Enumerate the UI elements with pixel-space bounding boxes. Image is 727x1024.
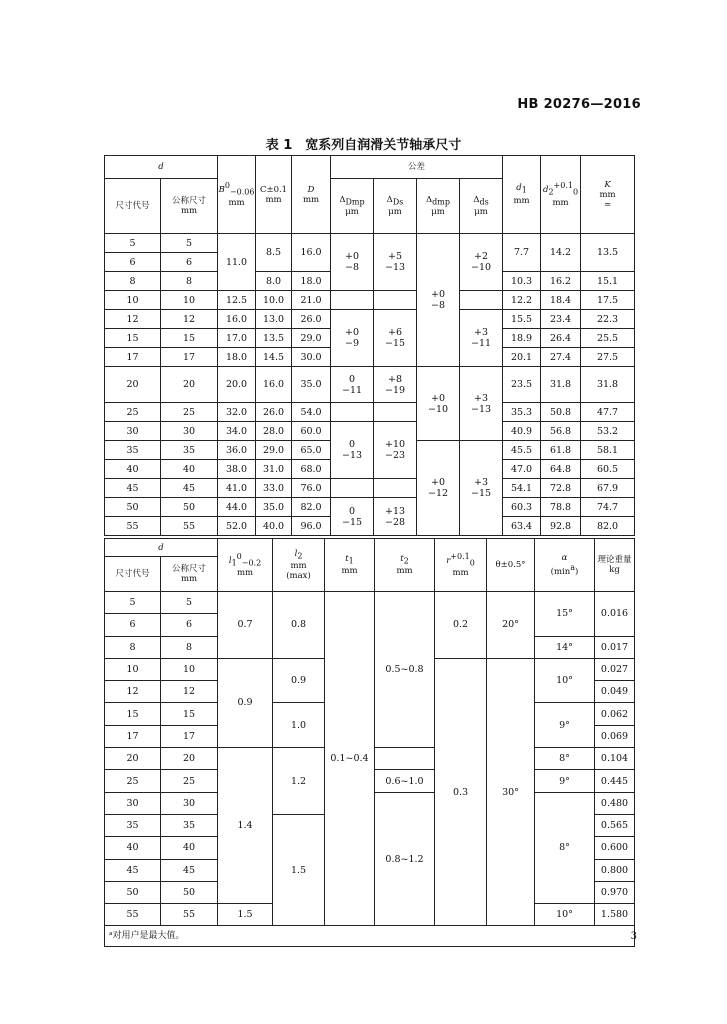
table-cell: 74.7 [581, 498, 635, 517]
d1-header: $d_1$ mm [503, 156, 541, 234]
table-cell: 17.0 [218, 329, 256, 348]
table-cell: 1.2 [273, 748, 325, 815]
l2-header: $l_2$ mm (max) [273, 539, 325, 592]
table-cell: 38.0 [218, 460, 256, 479]
table-cell: 0.2 [435, 592, 487, 659]
table-cell: 20 [161, 748, 218, 770]
table-cell: 0.1~0.4 [325, 592, 375, 926]
footnote: ᵃ对用户是最大值。 [105, 926, 635, 947]
table-cell: 0.800 [595, 859, 635, 881]
table-caption: 表 1 宽系列自润滑关节轴承尺寸 [265, 138, 462, 153]
table-cell: 0.8~1.2 [375, 792, 435, 926]
table-cell: 40 [105, 837, 161, 859]
theta-header: θ±0.5° [487, 539, 535, 592]
table-cell: +3 −11 [460, 310, 503, 367]
table-cell: +5 −13 [374, 234, 417, 291]
table-cell: 16.0 [218, 310, 256, 329]
table-cell: 15.1 [581, 272, 635, 291]
table-cell: 6 [161, 614, 218, 636]
table-cell: +0 −9 [331, 310, 374, 367]
table-cell: 0.970 [595, 881, 635, 903]
table-cell: 14.2 [541, 234, 581, 272]
page-number: 3 [630, 931, 637, 942]
table-cell: 0.3 [435, 658, 487, 926]
table-cell: 0.8 [273, 592, 325, 659]
table-cell: 15° [535, 592, 595, 637]
table-cell: 18.9 [503, 329, 541, 348]
table-cell: 14.5 [256, 348, 292, 367]
table-cell: 9° [535, 703, 595, 748]
table-cell: 1.4 [218, 748, 273, 904]
table-cell: 33.0 [256, 479, 292, 498]
table-cell: 15 [105, 703, 161, 725]
table-cell: 8 [161, 272, 218, 291]
tolerance-header: 公差 [331, 156, 503, 179]
table-cell: 10° [535, 904, 595, 926]
table-cell: 21.0 [292, 291, 331, 310]
table-cell: 30 [105, 422, 161, 441]
table-cell: 8° [535, 792, 595, 903]
table-cell: 47.0 [503, 460, 541, 479]
table-cell [460, 291, 503, 310]
bearing-dimension-table-1 [104, 155, 635, 536]
table-cell: 0.9 [218, 658, 273, 747]
table-cell: 30 [105, 792, 161, 814]
table-cell: 15 [161, 703, 218, 725]
table-cell: 34.0 [218, 422, 256, 441]
table-cell: 23.5 [503, 367, 541, 403]
table-cell: 45 [105, 479, 161, 498]
code-header: 尺寸代号 [105, 179, 161, 234]
d-header: d [105, 156, 218, 179]
table-cell: 0.104 [595, 748, 635, 770]
table-cell: 96.0 [292, 517, 331, 536]
table-cell: 16.0 [292, 234, 331, 272]
table-cell: 26.0 [292, 310, 331, 329]
table-cell: 68.0 [292, 460, 331, 479]
table-cell: 1.5 [218, 904, 273, 926]
table-cell: 0.027 [595, 658, 635, 680]
table-cell: 40.9 [503, 422, 541, 441]
dDs-header: $\Delta_{Ds}$ μm [374, 179, 417, 234]
table-cell: 36.0 [218, 441, 256, 460]
dds-header: $\Delta_{ds}$ μm [460, 179, 503, 234]
table-cell: 20.1 [503, 348, 541, 367]
table-cell: +13 −28 [374, 498, 417, 536]
table-cell: 50 [161, 881, 218, 903]
table-cell: 1.5 [273, 814, 325, 925]
table-cell: 50.8 [541, 403, 581, 422]
table-cell: +6 −15 [374, 310, 417, 367]
table-cell: 17 [105, 725, 161, 747]
table-cell: 7.7 [503, 234, 541, 272]
table-cell: 28.0 [256, 422, 292, 441]
table-cell: 16.2 [541, 272, 581, 291]
table-cell: 10 [105, 658, 161, 680]
table-cell: 55 [161, 517, 218, 536]
table-cell: 0.7 [218, 592, 273, 659]
table-cell: 40 [105, 460, 161, 479]
table-cell: +3 −13 [460, 367, 503, 441]
table-cell: 25.5 [581, 329, 635, 348]
table-cell: 35 [105, 441, 161, 460]
nominal-header: 公称尺寸 mm [161, 557, 218, 592]
table-cell: 10 [161, 291, 218, 310]
t2-header: $t_2$ mm [375, 539, 435, 592]
table-cell: 12.2 [503, 291, 541, 310]
table-cell: +8 −19 [374, 367, 417, 403]
table-cell: 6 [161, 253, 218, 272]
table-cell [331, 291, 374, 310]
table-cell [375, 748, 435, 770]
table-cell: 45 [161, 479, 218, 498]
table-cell: 67.9 [581, 479, 635, 498]
table-cell: 20.0 [218, 367, 256, 403]
table-cell: 12.5 [218, 291, 256, 310]
table-cell: 13.0 [256, 310, 292, 329]
table-cell: 60.3 [503, 498, 541, 517]
table-cell: 12 [105, 681, 161, 703]
table-cell: 35 [105, 814, 161, 836]
table-cell: 45 [105, 859, 161, 881]
table-cell: 30 [161, 792, 218, 814]
table-cell: 10 [105, 291, 161, 310]
table-cell [374, 479, 417, 498]
table-cell: 10 [161, 658, 218, 680]
table-cell: 29.0 [292, 329, 331, 348]
table-cell: 52.0 [218, 517, 256, 536]
table-cell: 55 [105, 517, 161, 536]
table-cell: 0.445 [595, 770, 635, 792]
table-cell: 61.8 [541, 441, 581, 460]
table-cell: 0.069 [595, 725, 635, 747]
table-cell: 0.016 [595, 592, 635, 637]
table-cell: 31.8 [581, 367, 635, 403]
table-cell: 18.4 [541, 291, 581, 310]
table-cell: 18.0 [292, 272, 331, 291]
table-cell: 40 [161, 837, 218, 859]
table-cell: 32.0 [218, 403, 256, 422]
alpha-header: α $(\min^a)$ [535, 539, 595, 592]
table-cell: 31.0 [256, 460, 292, 479]
table-cell: 72.8 [541, 479, 581, 498]
table-cell: 30.0 [292, 348, 331, 367]
table-cell: 10° [535, 658, 595, 703]
table-cell: 0 −11 [331, 367, 374, 403]
table-cell: 5 [105, 234, 161, 253]
table-cell: 0.9 [273, 658, 325, 703]
table-cell: 25 [161, 403, 218, 422]
table-cell: 50 [161, 498, 218, 517]
table-cell: 35 [161, 441, 218, 460]
table-cell: 12 [161, 681, 218, 703]
table-cell: 17 [105, 348, 161, 367]
table-cell: 35.0 [256, 498, 292, 517]
table-cell: 8 [105, 636, 161, 658]
table-cell: 20° [487, 592, 535, 659]
table-cell: 78.8 [541, 498, 581, 517]
t1-header: $t_1$ mm [325, 539, 375, 592]
d2-header: $d_2^{+0.1}_0$ mm [541, 156, 581, 234]
table-cell: 5 [105, 592, 161, 614]
table-cell: 50 [105, 881, 161, 903]
D-header: D mm [292, 156, 331, 234]
table-cell [374, 291, 417, 310]
table-cell: 5 [161, 592, 218, 614]
table-cell: 12 [105, 310, 161, 329]
table-cell: 27.5 [581, 348, 635, 367]
table-cell: 13.5 [256, 329, 292, 348]
table-cell: 53.2 [581, 422, 635, 441]
table-cell: 0.049 [595, 681, 635, 703]
table-cell: 6 [105, 253, 161, 272]
table-cell: 64.8 [541, 460, 581, 479]
table-cell: +2 −10 [460, 234, 503, 291]
table-cell: 45.5 [503, 441, 541, 460]
table-cell: 12 [161, 310, 218, 329]
table-cell: 40 [161, 460, 218, 479]
table-cell: 22.3 [581, 310, 635, 329]
table-cell [331, 479, 374, 498]
table-cell: 8° [535, 748, 595, 770]
table-cell: 0.600 [595, 837, 635, 859]
code-header: 尺寸代号 [105, 557, 161, 592]
table-cell: 6 [105, 614, 161, 636]
K-header: K mm ≃ [581, 156, 635, 234]
table-cell: 0 −13 [331, 422, 374, 479]
table-cell: 41.0 [218, 479, 256, 498]
table-cell: 23.4 [541, 310, 581, 329]
table-cell: +0 −10 [417, 367, 460, 441]
table-cell: 25 [105, 770, 161, 792]
table-cell: 55 [105, 904, 161, 926]
table-cell: 55 [161, 904, 218, 926]
table-cell: +0 −8 [417, 234, 460, 367]
table-cell: 8 [105, 272, 161, 291]
table-cell: 54.0 [292, 403, 331, 422]
table-cell: 16.0 [256, 367, 292, 403]
d-header: d [105, 539, 218, 557]
C-header: C±0.1 mm [256, 156, 292, 234]
table-cell: 10.0 [256, 291, 292, 310]
table-cell: 9° [535, 770, 595, 792]
table-cell: 50 [105, 498, 161, 517]
table-cell: 17.5 [581, 291, 635, 310]
table-cell: 44.0 [218, 498, 256, 517]
table-cell: 25 [161, 770, 218, 792]
table-cell: 8.0 [256, 272, 292, 291]
table-cell: 17 [161, 725, 218, 747]
table-cell: 27.4 [541, 348, 581, 367]
dDmp-header: $\Delta_{Dmp}$ μm [331, 179, 374, 234]
table-cell: 45 [161, 859, 218, 881]
table-cell: 26.4 [541, 329, 581, 348]
r-header: $r^{+0.1}_0$ mm [435, 539, 487, 592]
table-cell: 40.0 [256, 517, 292, 536]
table-cell: 15.5 [503, 310, 541, 329]
table-cell: 17 [161, 348, 218, 367]
table-cell: +3 −15 [460, 441, 503, 536]
weight-header: 理论重量 kg [595, 539, 635, 592]
table-cell: 18.0 [218, 348, 256, 367]
table-cell: 35.3 [503, 403, 541, 422]
table-cell: 63.4 [503, 517, 541, 536]
table-cell [331, 403, 374, 422]
table-cell: 0.017 [595, 636, 635, 658]
l1-header: $l_1^0_{-0.2}$ mm [218, 539, 273, 592]
table-cell: 30° [487, 658, 535, 926]
table-cell: 1.0 [273, 703, 325, 748]
table-cell: 10.3 [503, 272, 541, 291]
nominal-header: 公称尺寸 mm [161, 179, 218, 234]
table-cell: 58.1 [581, 441, 635, 460]
table-cell: 15 [105, 329, 161, 348]
table-cell: 0.5~0.8 [375, 592, 435, 748]
table-cell: 20 [105, 367, 161, 403]
table-cell: 65.0 [292, 441, 331, 460]
table-cell: 20 [105, 748, 161, 770]
table-cell: 60.0 [292, 422, 331, 441]
table-cell: 35.0 [292, 367, 331, 403]
table-cell: 25 [105, 403, 161, 422]
table-cell: 0.062 [595, 703, 635, 725]
table-cell: 56.8 [541, 422, 581, 441]
table-cell: 76.0 [292, 479, 331, 498]
table-cell: 54.1 [503, 479, 541, 498]
table-cell: 1.580 [595, 904, 635, 926]
table-cell: 30 [161, 422, 218, 441]
table-cell: +0 −12 [417, 441, 460, 536]
table-cell: 14° [535, 636, 595, 658]
table-cell: 82.0 [581, 517, 635, 536]
table-cell: 15 [161, 329, 218, 348]
table-cell [374, 403, 417, 422]
table-cell: 0.6~1.0 [375, 770, 435, 792]
table-cell: 26.0 [256, 403, 292, 422]
table-cell: 35 [161, 814, 218, 836]
standard-number: HB 20276—2016 [517, 97, 641, 112]
table-cell: 0.565 [595, 814, 635, 836]
table-cell: 8 [161, 636, 218, 658]
table-cell: 60.5 [581, 460, 635, 479]
table-cell: 20 [161, 367, 218, 403]
table-cell: 29.0 [256, 441, 292, 460]
table-cell: 11.0 [218, 234, 256, 291]
table-cell: 92.8 [541, 517, 581, 536]
bearing-dimension-table-2 [104, 538, 635, 947]
table-cell: 13.5 [581, 234, 635, 272]
table-cell: +10 −23 [374, 422, 417, 479]
table-cell: +0 −8 [331, 234, 374, 291]
table-cell: 47.7 [581, 403, 635, 422]
table-cell: 31.8 [541, 367, 581, 403]
table-cell: 8.5 [256, 234, 292, 272]
table-cell: 0.480 [595, 792, 635, 814]
table-cell: 5 [161, 234, 218, 253]
table-cell: 82.0 [292, 498, 331, 517]
table-cell: 0 −15 [331, 498, 374, 536]
B-header: $B^0_{-0.06}$ mm [218, 156, 256, 234]
ddmp-header: $\Delta_{dmp}$ μm [417, 179, 460, 234]
